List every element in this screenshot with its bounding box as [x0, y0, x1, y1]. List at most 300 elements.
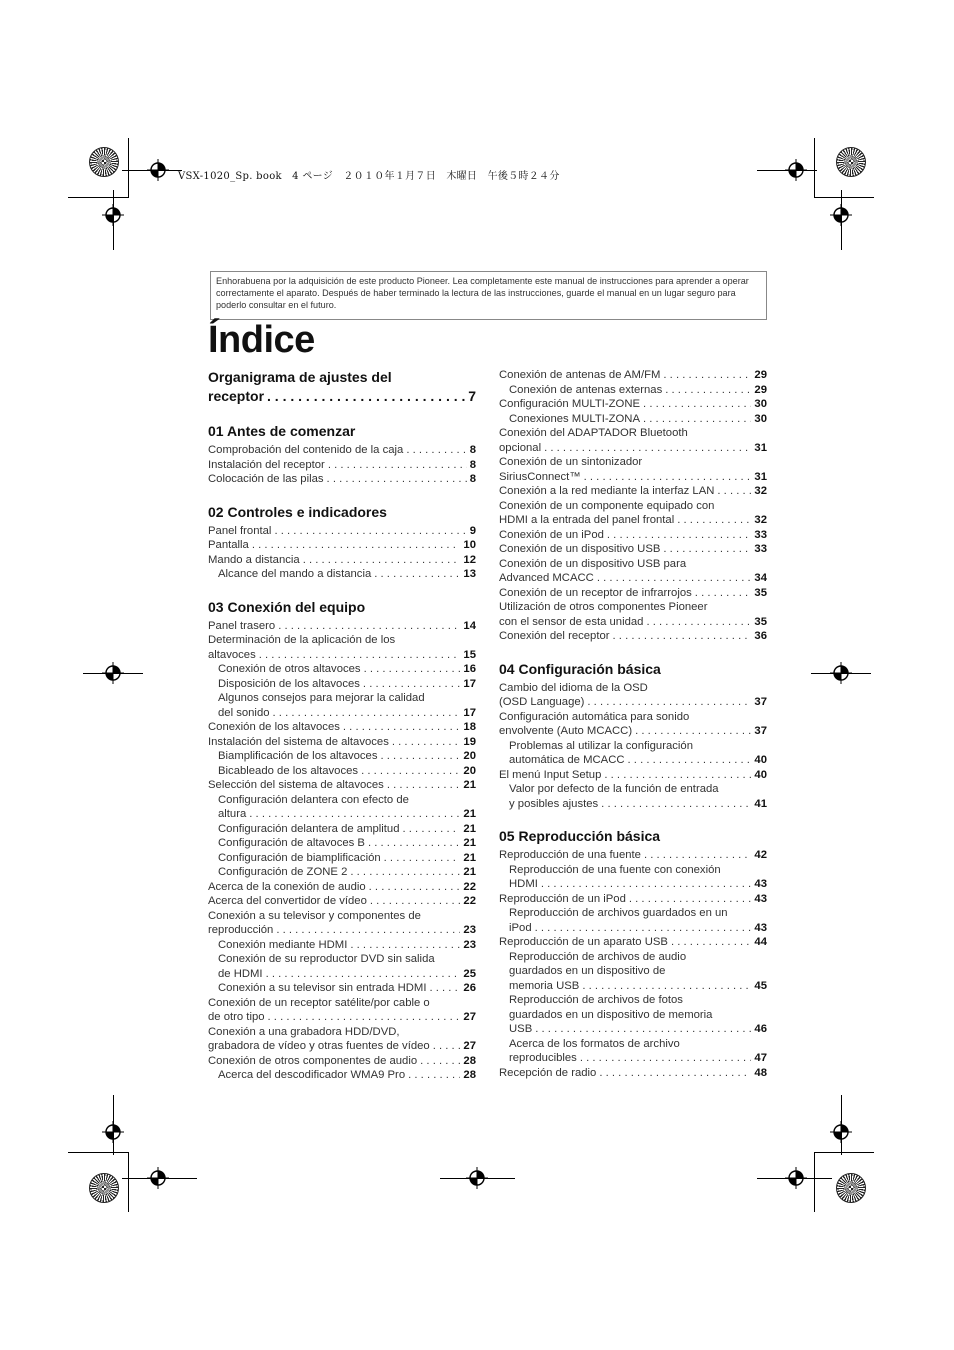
- toc-entry-text: Conexión de un receptor de infrarrojos: [499, 586, 692, 599]
- toc-entry[interactable]: [499, 470, 767, 485]
- toc-entry[interactable]: [208, 1054, 476, 1069]
- toc-entry[interactable]: [208, 807, 476, 822]
- toc-entry-continued-line[interactable]: Acerca de los formatos de archivo: [509, 1037, 680, 1050]
- toc-entry-text: Pantalla: [208, 539, 249, 551]
- registration-mark-icon: [102, 1121, 124, 1143]
- registration-mark-icon: [785, 159, 807, 181]
- toc-entry-text: de HDMI: [218, 967, 263, 980]
- toc-page-number: 28: [463, 1054, 476, 1067]
- toc-entry-continued-line[interactable]: Conexión de un sintonizador: [499, 456, 643, 468]
- dot-leader: [671, 935, 751, 950]
- toc-page-number: 40: [754, 768, 767, 781]
- dot-leader: [343, 720, 461, 735]
- toc-section-heading[interactable]: 05 Reproducción básica: [499, 828, 661, 844]
- dot-leader: [433, 1039, 461, 1054]
- toc-entry[interactable]: [208, 851, 476, 866]
- toc-left-sections: [208, 422, 476, 1083]
- toc-entry-text: receptor: [208, 388, 265, 404]
- dot-leader: [599, 1066, 751, 1081]
- toc-entry[interactable]: [499, 586, 767, 601]
- toc-entry-text: Colocación de las pilas: [208, 473, 324, 485]
- toc-entry-continued-line[interactable]: Conexión del ADAPTADOR Bluetooth: [499, 427, 688, 439]
- toc-page-number: 25: [463, 967, 476, 980]
- dot-leader: [364, 662, 461, 677]
- halftone-circle-top-right: [836, 147, 866, 177]
- toc-entry[interactable]: [499, 768, 767, 783]
- print-header: VSX-1020_Sp. book 4 ページ ２０１０年１月７日 木曜日 午後５時２４分: [178, 171, 560, 182]
- toc-entry-organigrama[interactable]: [208, 387, 476, 406]
- toc-page-number: 44: [754, 936, 767, 948]
- toc-entry[interactable]: [208, 981, 476, 996]
- dot-leader: [370, 894, 461, 909]
- toc-entry-text: Configuración MULTI-ZONE: [499, 398, 641, 410]
- dot-leader: [717, 484, 751, 499]
- toc-entry[interactable]: [208, 648, 476, 663]
- dot-leader: [374, 567, 460, 582]
- toc-page-number: 34: [754, 572, 767, 584]
- toc-entry[interactable]: [499, 383, 767, 398]
- toc-page-number: 19: [463, 735, 476, 748]
- toc-page-number: 37: [754, 725, 767, 737]
- toc-entry[interactable]: [499, 797, 767, 812]
- dot-leader: [607, 528, 752, 543]
- dot-leader: [541, 877, 752, 892]
- toc-entry-text: Panel trasero: [208, 619, 276, 632]
- dot-leader: [249, 807, 460, 822]
- dot-leader: [350, 865, 460, 880]
- toc-entry-text: Conexión a la red mediante la interfaz LAN: [499, 485, 715, 497]
- dot-leader: [643, 397, 751, 412]
- toc-page-number: 47: [754, 1052, 767, 1064]
- toc-entry[interactable]: [499, 615, 767, 630]
- dot-leader: [429, 981, 460, 996]
- dot-leader: [381, 749, 461, 764]
- registration-mark-icon: [102, 662, 124, 684]
- toc-entry-text: del sonido: [218, 706, 270, 719]
- toc-entry[interactable]: [208, 1039, 476, 1054]
- toc-entry[interactable]: [208, 538, 476, 553]
- toc-entry-continued-line[interactable]: Utilización de otros componentes Pioneer: [499, 601, 708, 613]
- toc-page-number: 8: [469, 444, 476, 456]
- toc-entry-text: HDMI: [509, 878, 538, 890]
- toc-entry[interactable]: [499, 397, 767, 412]
- toc-page-number: 28: [463, 1069, 476, 1081]
- toc-page-number: 30: [754, 412, 767, 425]
- toc-entry-text: memoria USB: [509, 979, 580, 992]
- toc-entry-continued-line[interactable]: Conexión a su televisor y componentes de: [208, 909, 421, 922]
- toc-entry[interactable]: [208, 880, 476, 895]
- toc-entry-text: Instalación del sistema de altavoces: [208, 735, 389, 748]
- dot-leader: [408, 1068, 460, 1083]
- dot-leader: [268, 1010, 461, 1025]
- dot-leader: [303, 553, 461, 568]
- toc-entry[interactable]: [499, 979, 767, 994]
- toc-entry-text: Comprobación del contenido de la caja: [208, 444, 404, 456]
- toc-page-number: 7: [468, 388, 476, 404]
- toc-page-number: 21: [463, 851, 476, 864]
- toc-entry[interactable]: [208, 443, 476, 458]
- toc-right-top-entries: [499, 368, 767, 644]
- toc-entry[interactable]: [499, 724, 767, 739]
- toc-page-number: 41: [754, 797, 767, 810]
- toc-entry-text: Panel frontal: [208, 524, 272, 537]
- toc-entry-text: El menú Input Setup: [499, 768, 602, 781]
- toc-entry[interactable]: [499, 695, 767, 710]
- toc-page-number: 32: [754, 485, 767, 497]
- toc-page-number: 13: [463, 568, 476, 580]
- toc-page-number: 37: [754, 696, 767, 708]
- toc-entry-text: Instalación del receptor: [208, 458, 325, 471]
- toc-entry-continued-line[interactable]: Conexión de un dispositivo USB para: [499, 557, 687, 570]
- toc-entry-text: Conexión de otros componentes de audio: [208, 1054, 418, 1067]
- toc-page-number: 22: [463, 895, 476, 907]
- toc-entry[interactable]: [208, 923, 476, 938]
- toc-entry-text: iPod: [509, 921, 532, 934]
- dot-leader: [369, 880, 461, 895]
- dot-leader: [361, 764, 460, 779]
- toc-page-number: 16: [463, 663, 476, 675]
- toc-entry-text: HDMI a la entrada del panel frontal: [499, 514, 675, 526]
- dot-leader: [663, 368, 751, 383]
- dot-leader: [384, 851, 461, 866]
- toc-entry[interactable]: [208, 938, 476, 953]
- toc-page-number: 48: [754, 1066, 767, 1079]
- toc-entry-text: Disposición de los altavoces: [218, 677, 360, 690]
- toc-entry-text: Conexión de un dispositivo USB: [499, 543, 661, 555]
- dot-leader: [392, 735, 461, 750]
- toc-page-number: 21: [463, 822, 476, 835]
- dot-leader: [677, 513, 751, 528]
- registration-mark-icon: [102, 204, 124, 226]
- toc-page-number: 9: [469, 524, 476, 537]
- toc-entry-text: Recepción de radio: [499, 1066, 597, 1079]
- halftone-circle-bottom-left: [89, 1173, 119, 1203]
- toc-page-number: 17: [463, 706, 476, 719]
- toc-entry-text: Advanced MCACC: [499, 572, 594, 584]
- dot-leader: [535, 921, 752, 936]
- toc-page-number: 27: [463, 1011, 476, 1023]
- dot-leader: [403, 822, 461, 837]
- toc-page-number: 20: [463, 764, 476, 777]
- toc-entry-continued-line[interactable]: Conexión de su reproductor DVD sin salida: [218, 953, 435, 965]
- toc-entry-text: Reproducción de un iPod: [499, 892, 626, 905]
- toc-entry-continued-line[interactable]: guardados en un dispositivo de memoria: [509, 1008, 713, 1021]
- toc-entry-text: Conexión a su televisor sin entrada HDMI: [218, 982, 427, 994]
- toc-section: [499, 660, 767, 812]
- toc-entry[interactable]: [208, 553, 476, 568]
- toc-right-column: [499, 368, 767, 1096]
- toc-entry-text: USB: [509, 1023, 533, 1035]
- dot-leader: [604, 768, 751, 783]
- toc-page-number: 36: [754, 630, 767, 642]
- toc-entry-text: Conexión de antenas externas: [509, 383, 663, 396]
- toc-entry[interactable]: [208, 619, 476, 634]
- toc-entry-text: Mando a distancia: [208, 553, 300, 566]
- toc-entry[interactable]: [499, 528, 767, 543]
- toc-entry-text: Selección del sistema de altavoces: [208, 779, 384, 791]
- toc-page-number: 35: [754, 586, 767, 599]
- registration-mark-icon: [830, 1121, 852, 1143]
- dot-leader: [267, 387, 465, 406]
- toc-section: [499, 827, 767, 1080]
- dot-leader: [278, 619, 460, 634]
- toc-page-number: 43: [754, 921, 767, 934]
- registration-mark-icon: [785, 1167, 807, 1189]
- halftone-circle-bottom-right: [836, 1173, 866, 1203]
- toc-entry[interactable]: [499, 542, 767, 557]
- toc-entry-text: Acerca del descodificador WMA9 Pro: [218, 1069, 406, 1081]
- toc-entry-continued-line[interactable]: Reproducción de archivos de fotos: [509, 994, 683, 1006]
- dot-leader: [584, 470, 752, 485]
- toc-entry-text: (OSD Language): [499, 696, 585, 708]
- toc-page-number: 31: [754, 470, 767, 483]
- dot-leader: [274, 524, 466, 539]
- toc-entry[interactable]: [499, 368, 767, 383]
- toc-entry[interactable]: [499, 892, 767, 907]
- toc-page-number: 35: [754, 615, 767, 628]
- toc-entry-text: Conexiones MULTI-ZONA: [509, 412, 640, 425]
- dot-leader: [328, 458, 467, 473]
- toc-page-number: 8: [469, 473, 476, 485]
- registration-mark-icon: [147, 159, 169, 181]
- toc-page-number: 27: [463, 1040, 476, 1052]
- toc-entry-text: Conexión de otros altavoces: [218, 663, 361, 675]
- toc-page-number: 23: [463, 938, 476, 951]
- toc-entry[interactable]: [208, 1068, 476, 1083]
- toc-entry-text: Conexión de los altavoces: [208, 721, 340, 733]
- toc-entry-text: Conexión del receptor: [499, 630, 610, 642]
- dot-leader: [646, 615, 751, 630]
- toc-entry-text: reproducibles: [509, 1052, 577, 1064]
- dot-leader: [644, 848, 751, 863]
- dot-leader: [587, 695, 751, 710]
- toc-entry[interactable]: [499, 753, 767, 768]
- dot-leader: [663, 542, 751, 557]
- toc-entry[interactable]: [499, 412, 767, 427]
- toc-right-sections: [499, 660, 767, 1081]
- toc-entry[interactable]: [499, 935, 767, 950]
- toc-entry-continued-line[interactable]: Algunos consejos para mejorar la calidad: [218, 692, 425, 704]
- dot-leader: [259, 648, 461, 663]
- toc-page-number: 43: [754, 892, 767, 905]
- toc-entry[interactable]: [208, 567, 476, 582]
- toc-entry-text: Conexión de antenas de AM/FM: [499, 369, 661, 381]
- toc-entry[interactable]: [499, 921, 767, 936]
- toc-entry-continued-line[interactable]: Determinación de la aplicación de los: [208, 634, 396, 646]
- toc-entry-text: Configuración de biamplificación: [218, 851, 381, 864]
- toc-entry[interactable]: [208, 677, 476, 692]
- dot-leader: [601, 797, 751, 812]
- toc-page-number: 21: [463, 837, 476, 849]
- toc-entry[interactable]: [499, 571, 767, 586]
- toc-organigrama: [208, 368, 476, 406]
- toc-page-number: 46: [754, 1023, 767, 1035]
- dot-leader: [635, 724, 751, 739]
- toc-entry-text: altura: [218, 808, 247, 820]
- dot-leader: [665, 383, 751, 398]
- toc-entry[interactable]: [499, 1066, 767, 1081]
- registration-mark-icon: [830, 204, 852, 226]
- toc-page-number: 17: [463, 677, 476, 690]
- dot-leader: [628, 753, 752, 768]
- toc-page-number: 29: [754, 383, 767, 396]
- toc-entry[interactable]: [499, 484, 767, 499]
- toc-entry-text: y posibles ajustes: [509, 797, 599, 810]
- toc-page-number: 31: [754, 441, 767, 454]
- toc-entry[interactable]: [208, 749, 476, 764]
- toc-entry[interactable]: [499, 848, 767, 863]
- toc-entry-organigrama-line1[interactable]: Organigrama de ajustes del: [208, 369, 392, 385]
- toc-entry-text: de otro tipo: [208, 1011, 265, 1023]
- toc-section: [208, 503, 476, 582]
- toc-page-number: 23: [463, 924, 476, 936]
- toc-page-number: 30: [754, 398, 767, 410]
- toc-entry-text: Configuración de altavoces B: [218, 837, 365, 849]
- toc-entry-text: Alcance del mando a distancia: [218, 568, 372, 580]
- toc-entry-text: Biamplificación de los altavoces: [218, 750, 378, 762]
- dot-leader: [420, 1054, 460, 1069]
- toc-entry-text: Conexión mediante HDMI: [218, 938, 348, 951]
- toc-entry[interactable]: [208, 662, 476, 677]
- toc-entry[interactable]: [208, 836, 476, 851]
- dot-leader: [629, 892, 752, 907]
- toc-entry[interactable]: [208, 1010, 476, 1025]
- toc-page-number: 20: [463, 750, 476, 762]
- toc-page-number: 15: [463, 648, 476, 661]
- toc-entry-text: altavoces: [208, 648, 256, 661]
- dot-leader: [368, 836, 460, 851]
- toc-entry-continued-line[interactable]: Configuración delantera con efecto de: [218, 793, 409, 806]
- toc-entry-text: SiriusConnect™: [499, 470, 581, 483]
- toc-entry-continued-line[interactable]: Reproducción de archivos guardados en un: [509, 907, 728, 919]
- toc-page-number: 29: [754, 369, 767, 381]
- toc-entry[interactable]: [208, 764, 476, 779]
- registration-mark-icon: [466, 1167, 488, 1189]
- toc-entry[interactable]: [208, 706, 476, 721]
- toc-page-number: 8: [469, 458, 476, 471]
- toc-entry[interactable]: [499, 1022, 767, 1037]
- toc-entry[interactable]: [208, 524, 476, 539]
- toc-page-number: 33: [754, 528, 767, 541]
- intro-note: Enhorabuena por la adquisición de este producto Pioneer. Lea completamente este manual de instrucciones para aprender a operar correctamente el aparato. Después de haber terminado la lectura de las instrucciones, guarde el manual en un lugar seguro para poderlo consultar en el futuro.: [210, 271, 767, 320]
- toc-page-number: 12: [463, 553, 476, 566]
- toc-entry-text: reproducción: [208, 924, 274, 936]
- dot-leader: [597, 571, 752, 586]
- toc-entry-text: Reproducción de una fuente: [499, 849, 641, 861]
- toc-page-number: 10: [463, 539, 476, 551]
- toc-entry[interactable]: [208, 894, 476, 909]
- page-title: Índice: [208, 319, 315, 361]
- toc-page-number: 42: [754, 849, 767, 861]
- toc-entry[interactable]: [499, 1051, 767, 1066]
- toc-page-number: 21: [463, 779, 476, 791]
- dot-leader: [273, 706, 461, 721]
- toc-entry-text: envolvente (Auto MCACC): [499, 725, 633, 737]
- toc-entry[interactable]: [208, 822, 476, 837]
- toc-entry-text: grabadora de vídeo y otras fuentes de vídeo: [208, 1040, 430, 1052]
- toc-page-number: 32: [754, 514, 767, 526]
- dot-leader: [387, 778, 461, 793]
- toc-entry-continued-line[interactable]: Cambio del idioma de la OSD: [499, 681, 648, 694]
- dot-leader: [276, 923, 460, 938]
- toc-entry-continued-line[interactable]: Conexión de un receptor satélite/por cable o: [208, 996, 430, 1009]
- toc-left-column: [208, 368, 476, 1099]
- toc-page-number: 43: [754, 878, 767, 890]
- toc-entry-continued-line[interactable]: Reproducción de archivos de audio: [509, 950, 687, 963]
- toc-entry-text: Configuración delantera de amplitud: [218, 822, 400, 835]
- dot-leader: [544, 441, 751, 456]
- dot-leader: [580, 1051, 752, 1066]
- toc-section: [208, 422, 476, 487]
- toc-entry-continued-line[interactable]: Configuración automática para sonido: [499, 710, 690, 723]
- dot-leader: [252, 538, 461, 553]
- toc-page-number: 33: [754, 543, 767, 555]
- toc-entry[interactable]: [208, 967, 476, 982]
- toc-page-number: 22: [463, 880, 476, 893]
- toc-entry-text: automática de MCACC: [509, 754, 625, 766]
- dot-leader: [363, 677, 461, 692]
- toc-entry-continued-line[interactable]: Reproducción de una fuente con conexión: [509, 863, 721, 876]
- toc-entry-continued-line[interactable]: Conexión a una grabadora HDD/DVD,: [208, 1025, 400, 1038]
- toc-page-number: 21: [463, 808, 476, 820]
- toc-section-heading[interactable]: 03 Conexión del equipo: [208, 598, 366, 615]
- registration-mark-icon: [830, 662, 852, 684]
- dot-leader: [327, 472, 467, 487]
- toc-section: [208, 598, 476, 1083]
- toc-entry[interactable]: [208, 720, 476, 735]
- toc-entry[interactable]: [499, 513, 767, 528]
- toc-entry-text: opcional: [499, 441, 542, 454]
- dot-leader: [266, 967, 461, 982]
- toc-entry-text: Conexión de un iPod: [499, 528, 604, 541]
- dot-leader: [613, 629, 752, 644]
- toc-page-number: 26: [463, 982, 476, 994]
- toc-entry-continued-line[interactable]: guardados en un dispositivo de: [509, 965, 666, 977]
- toc-page-number: 14: [463, 619, 476, 632]
- toc-page-number: 45: [754, 979, 767, 992]
- toc-page-number: 21: [463, 866, 476, 878]
- toc-entry-continued-line[interactable]: Conexión de un componente equipado con: [499, 499, 715, 512]
- toc-entry[interactable]: [499, 629, 767, 644]
- toc-entry-text: Bicableado de los altavoces: [218, 764, 359, 777]
- halftone-circle-top-left: [89, 147, 119, 177]
- toc-entry[interactable]: [499, 441, 767, 456]
- dot-leader: [350, 938, 460, 953]
- dot-leader: [695, 586, 752, 601]
- toc-page-number: 40: [754, 754, 767, 766]
- toc-entry-text: con el sensor de esta unidad: [499, 615, 644, 628]
- registration-mark-icon: [147, 1167, 169, 1189]
- dot-leader: [582, 979, 751, 994]
- toc-entry-text: Reproducción de un aparato USB: [499, 936, 668, 948]
- toc-entry[interactable]: [208, 865, 476, 880]
- toc-section-heading[interactable]: 01 Antes de comenzar: [208, 423, 356, 439]
- toc-entry[interactable]: [499, 877, 767, 892]
- toc-entry[interactable]: [208, 472, 476, 487]
- toc-entry[interactable]: [208, 735, 476, 750]
- toc-page-number: 18: [463, 721, 476, 733]
- dot-leader: [535, 1022, 751, 1037]
- dot-leader: [643, 412, 751, 427]
- toc-entry[interactable]: [208, 778, 476, 793]
- toc-entry-continued-line[interactable]: Valor por defecto de la función de entrada: [509, 783, 719, 795]
- toc-entry[interactable]: [208, 458, 476, 473]
- toc-section-heading[interactable]: 04 Configuración básica: [499, 660, 661, 677]
- toc-entry-continued-line[interactable]: Problemas al utilizar la configuración: [509, 739, 693, 752]
- dot-leader: [406, 443, 466, 458]
- toc-entry-text: Acerca de la conexión de audio: [208, 880, 366, 893]
- toc-section-heading[interactable]: 02 Controles e indicadores: [208, 503, 387, 520]
